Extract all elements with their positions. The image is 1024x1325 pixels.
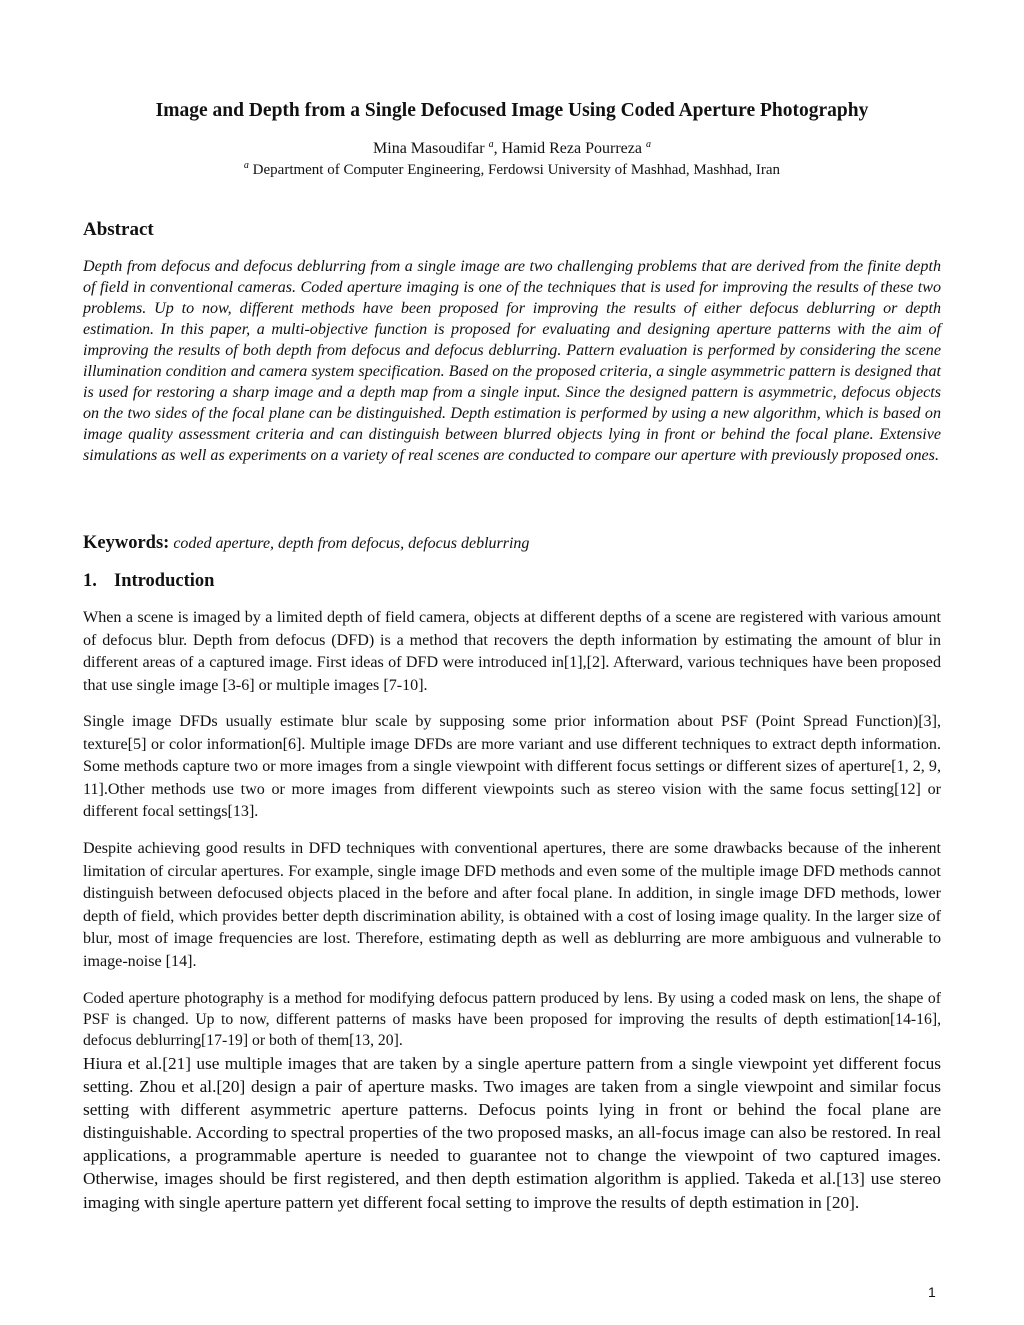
- keywords-values: coded aperture, depth from defocus, defocus deblurring: [173, 535, 530, 552]
- abstract-heading: Abstract: [83, 219, 154, 240]
- intro-paragraph: Hiura et al.[21] use multiple images that are taken by a single aperture pattern from a single viewpoint yet different focus setting. Zhou et al.[20] design a pair of aperture masks. Two images are taken from a single viewpoint and similar focus setting with different asymmetric aperture patterns. Defocus points lying in front or behind the focal plane are distinguishable. According to spectral properties of the two proposed masks, an all-focus image can also be restored. In real applications, a programmable aperture is needed to guarantee not to change the viewpoint of two captured images. Otherwise, images should be first registered, and then depth estimation algorithm is applied. Takeda et al.[13] use stereo imaging with single aperture pattern yet different focal setting to improve the results of depth estimation in [20].: [83, 1054, 941, 1212]
- section-title: Introduction: [114, 571, 215, 591]
- author-name: Hamid Reza Pourreza: [501, 140, 642, 157]
- intro-paragraph: Despite achieving good results in DFD techniques with conventional apertures, there are some drawbacks because of the inherent limitation of circular apertures. For example, single image DFD methods and even some of the multiple image DFD methods cannot distinguish between defocused objects placed in the before and after focal plane. In addition, in single image DFD methods, lower depth of field, which provides better depth discrimination ability, is obtained with a cost of losing image quality. In the larger size of blur, most of image frequencies are lost. Therefore, estimating depth as well as deblurring are more ambiguous and vulnerable to image-noise [14].: [83, 840, 941, 970]
- affiliation-marker: a: [488, 139, 494, 150]
- affiliation-text: Department of Computer Engineering, Ferdowsi University of Mashhad, Mashhad, Iran: [252, 162, 781, 178]
- keywords-label: Keywords:: [83, 533, 170, 553]
- intro-paragraph: Coded aperture photography is a method for modifying defocus pattern produced by lens. By using a coded mask on lens, the shape of PSF is changed. Up to now, different patterns of masks have been proposed for improving the results of depth estimation[14-16], defocus deblurring[17-19] or both of them[13, 20].: [83, 990, 941, 1050]
- affiliation-marker: a: [243, 160, 249, 171]
- page-number: 1: [928, 1284, 936, 1300]
- keywords-line: [83, 532, 941, 555]
- author-list: [83, 139, 941, 159]
- affiliation-marker: a: [645, 139, 651, 150]
- section-number: 1.: [83, 571, 97, 591]
- author-name: Mina Masoudifar: [373, 140, 485, 157]
- intro-paragraph: Single image DFDs usually estimate blur scale by supposing some prior information about PSF (Point Spread Function)[3], texture[5] or color information[6]. Multiple image DFDs are more variant and use different techniques to extract depth information. Some methods capture two or more images from a single viewpoint with different focus settings or different sizes of aperture[1, 2, 9, 11].Other methods use two or more images from different viewpoints such as stereo vision with the same focus setting[12] or different focal settings[13].: [83, 713, 941, 821]
- author-separator: ,: [493, 140, 502, 157]
- affiliation-line: [83, 160, 941, 180]
- paper-title: Image and Depth from a Single Defocused Image Using Coded Aperture Photography: [155, 100, 869, 121]
- intro-paragraph: When a scene is imaged by a limited depth of field camera, objects at different depths of a scene are registered with various amount of defocus blur. Depth from defocus (DFD) is a method that recovers the depth information by estimating the amount of blur in different areas of a captured image. First ideas of DFD were introduced in[1],[2]. Afterward, various techniques have been proposed that use single image [3-6] or multiple images [7-10].: [83, 609, 941, 694]
- section-heading-introduction: [83, 570, 214, 592]
- abstract-body: Depth from defocus and defocus deblurring from a single image are two challenging problems that are derived from the finite depth of field in conventional cameras. Coded aperture imaging is one of the techniques that is used for improving the results of these two problems. Up to now, different methods have been proposed for improving the results of either defocus deblurring or depth estimation. In this paper, a multi-objective function is proposed for evaluating and designing aperture patterns with the aim of improving the results of both depth from defocus and defocus deblurring. Pattern evaluation is performed by considering the scene illumination condition and camera system specification. Based on the proposed criteria, a single asymmetric pattern is designed that is used for restoring a sharp image and a depth map from a single input. Since the designed pattern is asymmetric, defocus objects on the two sides of the focal plane can be distinguished. Depth estimation is performed by using a new algorithm, which is based on image quality assessment criteria and can distinguish between blurred objects lying in front or behind the focal plane. Extensive simulations as well as experiments on a variety of real scenes are conducted to compare our aperture with previously proposed ones.: [83, 258, 941, 464]
